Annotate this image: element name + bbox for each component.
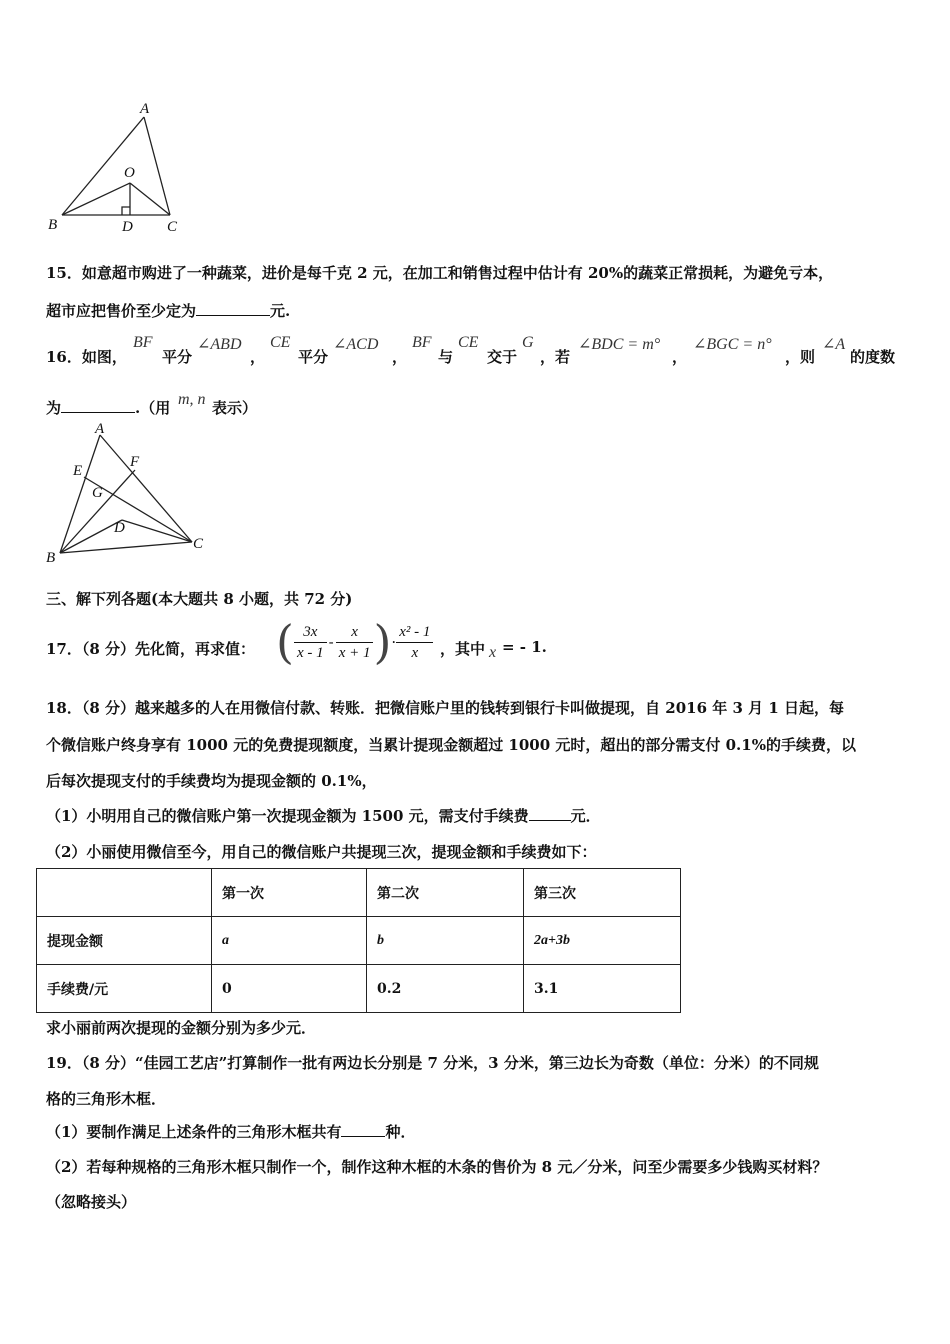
table-row [37,917,681,965]
table-row [37,869,681,917]
q16-CE: CE [270,334,291,351]
label-A: A [140,101,150,117]
label-D: D [122,219,133,235]
q19-part1 [46,1121,415,1142]
table-cell: b [367,917,524,965]
q15-answer-blank[interactable] [196,301,270,316]
q16-comma-1: ， [250,348,266,366]
q16-G: G [522,334,534,351]
withdrawal-table [36,868,681,1013]
q16-jiaoyu: 交于 [487,348,518,366]
q17-val: = - 1. [502,638,547,656]
q18-answer-blank[interactable] [529,806,571,821]
table-row [37,965,681,1013]
q16-yu: 与 [438,348,454,366]
q15-line2 [46,300,290,321]
q18-part1 [46,805,601,826]
q17-frac2: $\frac{x}{x + 1}$ [336,622,374,663]
q18-ask: 求小丽前两次提现的金额分别为多少元． [46,1019,317,1037]
table-cell: 第二次 [367,869,524,917]
q17-lparen: ( [276,615,294,669]
q15-line2-pre: 超市应把售价至少定为 [46,302,197,320]
table-cell: 提现金额 [37,917,212,965]
label-O: O [124,165,135,181]
q16-comma-2: ， [392,348,408,366]
q16-angABD: ∠ABD [197,336,242,353]
table-cell: 第三次 [524,869,681,917]
q18-line2: 个微信账户终身享有 1000 元的免费提现额度，当累计提现金额超过 1000 元时，超出的部分需支付 0.1%的手续费，以 [46,736,856,754]
q16-line2-pre: 为 [46,399,62,417]
q16-line2-mid: .（用 [135,399,171,417]
label-C: C [167,219,178,235]
table-cell: 手续费/元 [37,965,212,1013]
q16-pingfen-1: 平分 [162,348,193,366]
q16-BF: BF [133,334,153,351]
fig2-label-F: F [130,454,140,470]
q16-pingfen-2: 平分 [298,348,329,366]
q16-num: 16．如图， [46,348,127,366]
fig2-label-A: A [95,421,105,437]
q16-answer-blank[interactable] [61,398,135,413]
q16-CE2: CE [458,334,479,351]
q19-line1: 19．（8 分）“佳园工艺店”打算制作一批有两边长分别是 7 分米，3 分米，第三边长为奇数（单位：分米）的不同规 [46,1054,819,1072]
q17-expression [276,615,433,669]
q17-minus: - [328,633,334,651]
q16-line2-post: 表示） [212,399,258,417]
q16-eq2: ∠BGC = n° [693,336,772,353]
fig2-label-G: G [92,485,103,501]
table-cell: 2a+3b [524,917,681,965]
q15-line1: 15．如意超市购进了一种蔬菜，进价是每千克 2 元，在加工和销售过程中估计有 20%的蔬菜正常损耗，为避免亏本， [46,264,834,282]
q19-part3: （忽略接头） [46,1193,137,1211]
q16-ze: ，则 [785,348,816,366]
q17-rparen: ) [373,615,392,669]
q19-line2: 格的三角形木框． [46,1090,167,1108]
q16-dushu: 的度数 [850,348,896,366]
fig2-label-C: C [193,536,204,552]
q19-answer-blank[interactable] [341,1122,385,1137]
q19-part2: （2）若每种规格的三角形木框只制作一个，制作这种木框的木条的售价为 8 元／分米，问至少需要多少钱购买材料？ [46,1158,828,1176]
q17-mid: ，其中 [440,640,486,658]
q17-frac1: $\frac{3x}{x - 1}$ [294,622,327,663]
q16-line2 [46,397,170,418]
table-cell: 第一次 [212,869,367,917]
q17-frac3: $\frac{\text{x² - 1}}{x}$ [396,622,433,663]
q17-dot: · [391,633,397,651]
q16-BF2: BF [412,334,432,351]
q18-line3: 后每次提现支付的手续费均为提现金额的 0.1%， [46,772,377,790]
q18-line1: 18．（8 分）越来越多的人在用微信付款、转账．把微信账户里的钱转到银行卡叫做提现，自 2016 年 3 月 1 日起，每 [46,699,844,717]
triangle-figure-2 [40,420,215,570]
fig2-label-D: D [114,520,125,536]
q15-line2-post: 元. [270,302,291,320]
q16-angACD: ∠ACD [333,336,379,353]
q16-comma-3: ， [672,348,688,366]
table-cell: 0 [212,965,367,1013]
q16-mn: m, n [178,391,206,408]
table-cell: a [212,917,367,965]
q18-part2: （2）小丽使用微信至今，用自己的微信账户共提现三次，提现金额和手续费如下： [46,843,597,861]
fig2-label-E: E [73,463,83,479]
table-cell [37,869,212,917]
q16-angA: ∠A [822,336,846,353]
q18-part1-pre: （1）小明用自己的微信账户第一次提现金额为 1500 元，需支付手续费 [46,807,529,825]
table-cell: 0.2 [367,965,524,1013]
q16-ruo: ，若 [540,348,571,366]
table-cell: 3.1 [524,965,681,1013]
q17-prefix: 17．（8 分）先化简，再求值： [46,640,256,658]
q19-part1-pre: （1）要制作满足上述条件的三角形木框共有 [46,1123,342,1141]
q16-eq1: ∠BDC = m° [578,336,661,353]
q18-part1-post: 元． [570,807,601,825]
section3-title: 三、解下列各题(本大题共 8 小题，共 72 分) [46,590,353,608]
q19-part1-post: 种． [385,1123,416,1141]
fig2-label-B: B [46,550,56,566]
q17-x: x [489,644,497,661]
triangle-figure-1 [40,95,200,240]
label-B: B [48,217,58,233]
